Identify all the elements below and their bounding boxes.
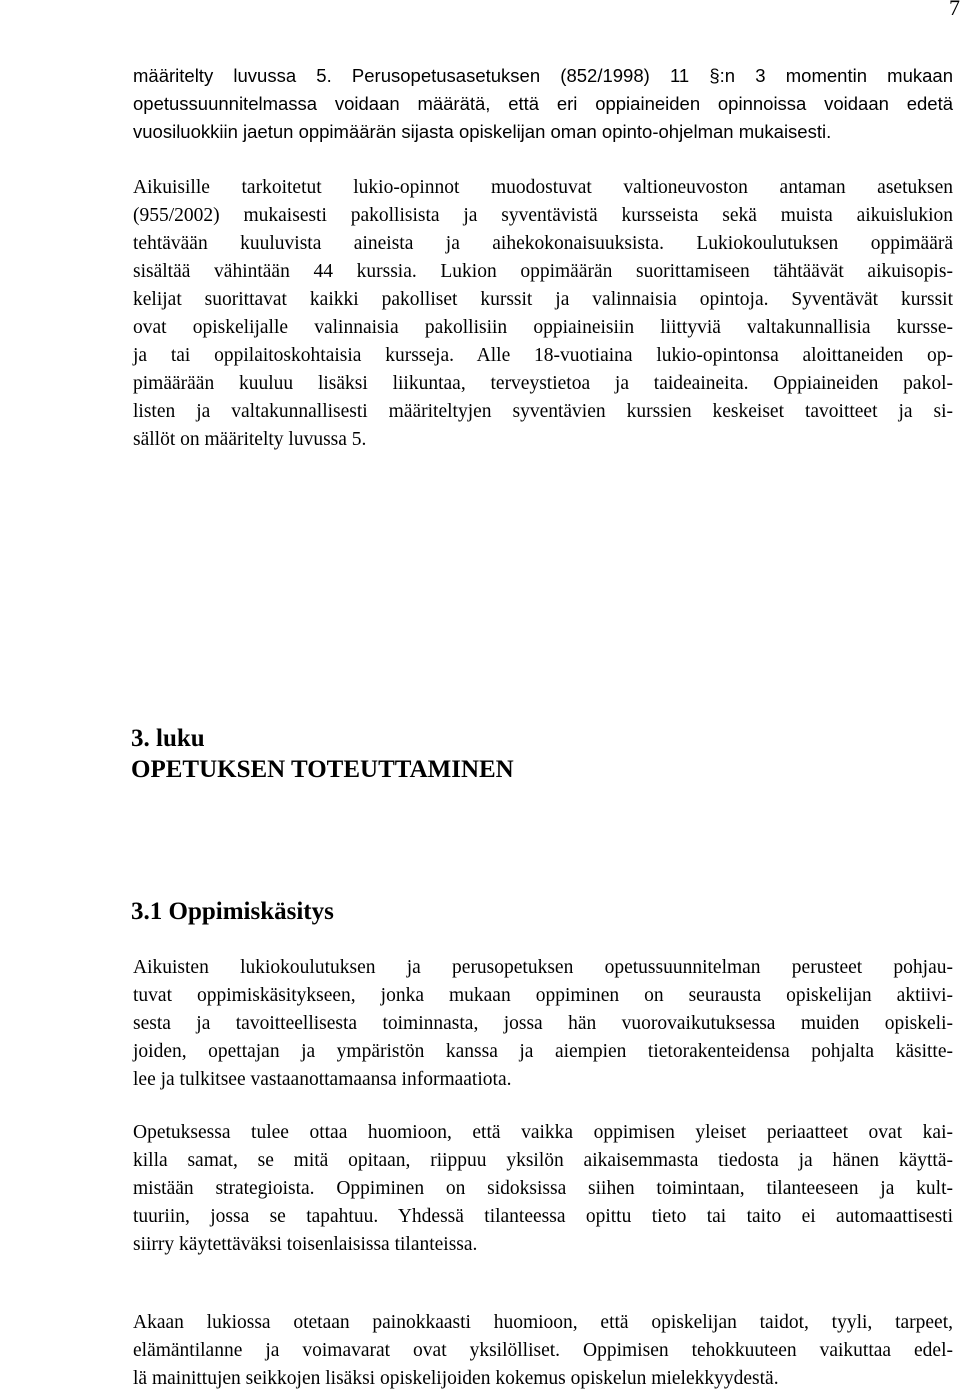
text-line: sisältää vähintään 44 kurssia. Lukion oppimäärän suorittamiseen tähtäävät aikuisopis- xyxy=(133,261,953,282)
chapter-number: 3. luku xyxy=(131,725,205,752)
text-line: (955/2002) mukaisesti pakollisista ja syventävistä kursseista sekä muista aikuislukion xyxy=(133,205,953,226)
paragraph-akaa-school xyxy=(133,1309,953,1393)
text-line: opetussuunnitelmassa voidaan määrätä, että eri oppiaineiden opinnoissa voidaan edetä xyxy=(133,93,953,114)
text-line: Aikuisten lukiokoulutuksen ja perusopetuksen opetussuunnitelman perusteet pohjau- xyxy=(133,957,953,978)
text-line: tuuriin, jossa se tapahtuu. Yhdessä tilanteessa opittu tieto tai taito ei automaattisesti xyxy=(133,1206,953,1227)
text-line: siirry käytettäväksi toisenlaisissa tilanteissa. xyxy=(133,1234,478,1255)
text-line: elämäntilanne ja voimavarat ovat yksilölliset. Oppimisen tehokkuuteen vaikuttaa edel- xyxy=(133,1340,953,1361)
text-line: Akaan lukiossa otetaan painokkaasti huomioon, että opiskelijan taidot, tyyli, tarpeet, xyxy=(133,1312,953,1333)
text-line: kelijat suorittavat kaikki pakolliset kurssit ja valinnaisia opintoja. Syventävät kurssit xyxy=(133,289,953,310)
text-line: vuosiluokkiin jaetun oppimäärän sijasta opiskelijan oman opinto-ohjelman mukaisesti. xyxy=(133,121,832,142)
text-line: pimäärään kuuluu lisäksi liikuntaa, terveystietoa ja taideaineita. Oppiaineiden pakol- xyxy=(133,373,953,394)
paragraph-teaching-principles xyxy=(133,1119,953,1259)
text-line: killa samat, se mitä opitaan, riippuu yksilön aikaisemmasta tiedosta ja hänen käyttä- xyxy=(133,1150,953,1171)
text-line: joiden, opettajan ja ympäristön kanssa ja aiempien tietorakenteidensa pohjalta käsitte- xyxy=(133,1041,953,1062)
text-line: lee ja tulkitsee vastaanottamaansa informaatiota. xyxy=(133,1069,512,1090)
text-line: lä mainittujen seikkojen lisäksi opiskelijoiden kokemus opiskelun mielekkyydestä. xyxy=(133,1368,779,1389)
paragraph-course-structure xyxy=(133,174,953,454)
text-line: ovat opiskelijalle valinnaisia pakollisiin oppiaineisiin liittyviä valtakunnallisia kursse- xyxy=(133,317,953,338)
text-line: sesta ja tavoitteellisesta toiminnasta, jossa hän vuorovaikutuksessa muiden opiskeli- xyxy=(133,1013,953,1034)
text-line: tuvat oppimiskäsitykseen, jonka mukaan oppiminen on seurausta opiskelijan aktiivi- xyxy=(133,985,953,1006)
text-line: määritelty luvussa 5. Perusopetusasetuksen (852/1998) 11 §:n 3 momentin mukaan xyxy=(133,65,953,86)
text-line: sällöt on määritelty luvussa 5. xyxy=(133,429,367,450)
text-line: ja tai oppilaitoskohtaisia kursseja. Alle 18-vuotiaina lukio-opintonsa aloittaneiden op- xyxy=(133,345,953,366)
text-line: listen ja valtakunnallisesti määriteltyjen syventävien kurssien keskeiset tavoitteet ja si- xyxy=(133,401,953,422)
text-line: tehtävään kuuluvista aineista ja aihekokonaisuuksista. Lukiokoulutuksen oppimäärä xyxy=(133,233,953,254)
page-number: 7 xyxy=(949,0,960,20)
intro-paragraph xyxy=(133,62,953,146)
text-line: Aikuisille tarkoitetut lukio-opinnot muodostuvat valtioneuvoston antaman asetuksen xyxy=(133,177,953,198)
chapter-title: OPETUKSEN TOTEUTTAMINEN xyxy=(131,756,514,783)
text-line: Opetuksessa tulee ottaa huomioon, että vaikka oppimisen yleiset periaatteet ovat kai- xyxy=(133,1122,953,1143)
paragraph-learning-concept xyxy=(133,954,953,1094)
text-line: mistään strategioista. Oppiminen on sidoksissa siihen toimintaan, tilanteeseen ja kult- xyxy=(133,1178,953,1199)
section-title: 3.1 Oppimiskäsitys xyxy=(131,898,334,925)
